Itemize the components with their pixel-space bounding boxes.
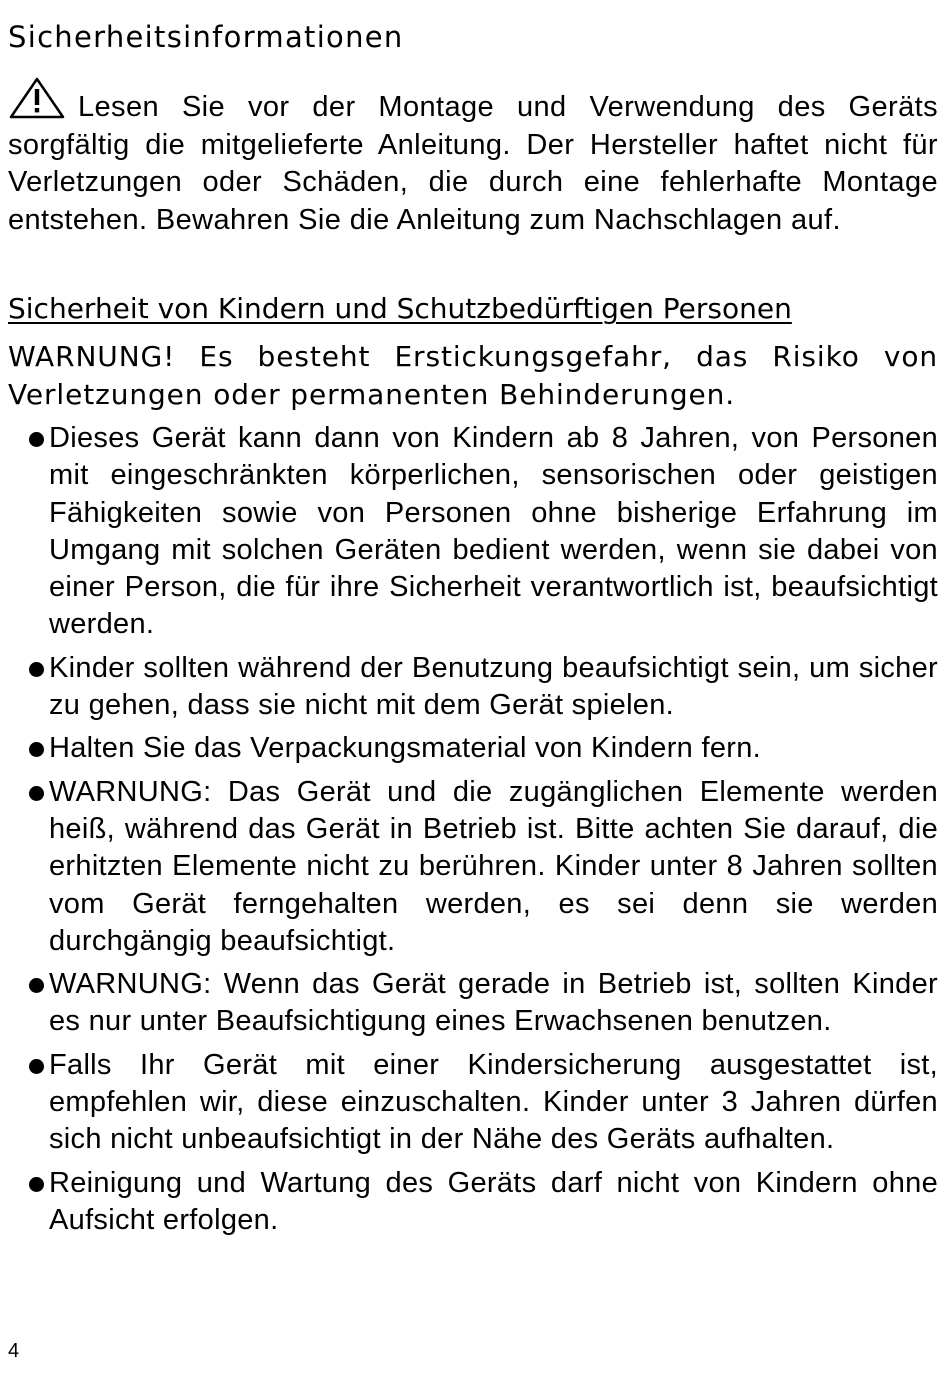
bullet-icon (29, 786, 44, 801)
bullet-icon (29, 1059, 44, 1074)
bullet-text: Reinigung und Wartung des Geräts darf nicht von Kindern ohne Aufsicht erfolgen. (49, 1166, 938, 1236)
bullet-text: Dieses Gerät kann dann von Kindern ab 8 Jahren, von Personen mit eingeschränkten körperlichen, sensorischen oder geistigen Fähigkeiten sowie von Personen ohne bisherige Erfahrung im Umgang mit solchen Geräten bedient werden, wenn sie dabei von einer Person, die für ihre Sicherheit verantwortlich ist, beaufsichtigt werden. (49, 422, 938, 641)
bullet-text: WARNUNG: Wenn das Gerät gerade in Betrieb ist, sollten Kinder es nur unter Beaufsichtigung eines Erwachsenen benutzen. (49, 968, 938, 1038)
bullet-icon (29, 978, 44, 993)
bullet-text: Halten Sie das Verpackungsmaterial von Kindern fern. (49, 732, 761, 765)
bullet-text: WARNUNG: Das Gerät und die zugänglichen Elemente werden heiß, während das Gerät in Betrieb ist. Bitte achten Sie darauf, die erhitzten Elemente nicht zu berühren. Kinder unter 8 Jahren sollten vom Gerät ferngehalten werden, es sei denn sie werden durchgängig beaufsichtigt. (49, 775, 938, 957)
list-item (8, 1165, 938, 1240)
bullet-icon (29, 662, 44, 677)
section-heading: Sicherheit von Kindern und Schutzbedürftigen Personen (8, 292, 792, 325)
intro-text: Lesen Sie vor der Montage und Verwendung des Geräts sorgfältig die mitgelieferte Anleitung. Der Hersteller haftet nicht für Verletzungen oder Schäden, die durch eine fehlerhafte Montage entstehen. Bewahren Sie die Anleitung zum Nachschlagen auf. (8, 91, 938, 236)
list-item (8, 774, 938, 960)
list-item (8, 650, 938, 725)
list-item (8, 420, 938, 644)
page-number: 4 (8, 1340, 20, 1362)
warning-paragraph: WARNUNG! Es besteht Erstickungsgefahr, das Risiko von Verletzungen oder permanenten Behinderungen. (8, 340, 938, 411)
bullet-icon (29, 742, 44, 757)
intro-paragraph (8, 76, 938, 239)
bullet-icon (29, 432, 44, 447)
warning-triangle-icon (8, 76, 66, 120)
list-item (8, 966, 938, 1041)
bullet-text: Falls Ihr Gerät mit einer Kindersicherung ausgestattet ist, empfehlen wir, diese einzuschalten. Kinder unter 3 Jahren dürfen sich nicht unbeaufsichtigt in der Nähe des Geräts aufhalten. (49, 1048, 938, 1156)
list-item (8, 1047, 938, 1159)
page-title: Sicherheitsinformationen (8, 20, 404, 54)
bullet-icon (29, 1177, 44, 1192)
bullet-text: Kinder sollten während der Benutzung beaufsichtigt sein, um sicher zu gehen, dass sie nicht mit dem Gerät spielen. (49, 651, 938, 722)
list-item (8, 730, 938, 767)
safety-bullet-list (8, 420, 938, 1245)
